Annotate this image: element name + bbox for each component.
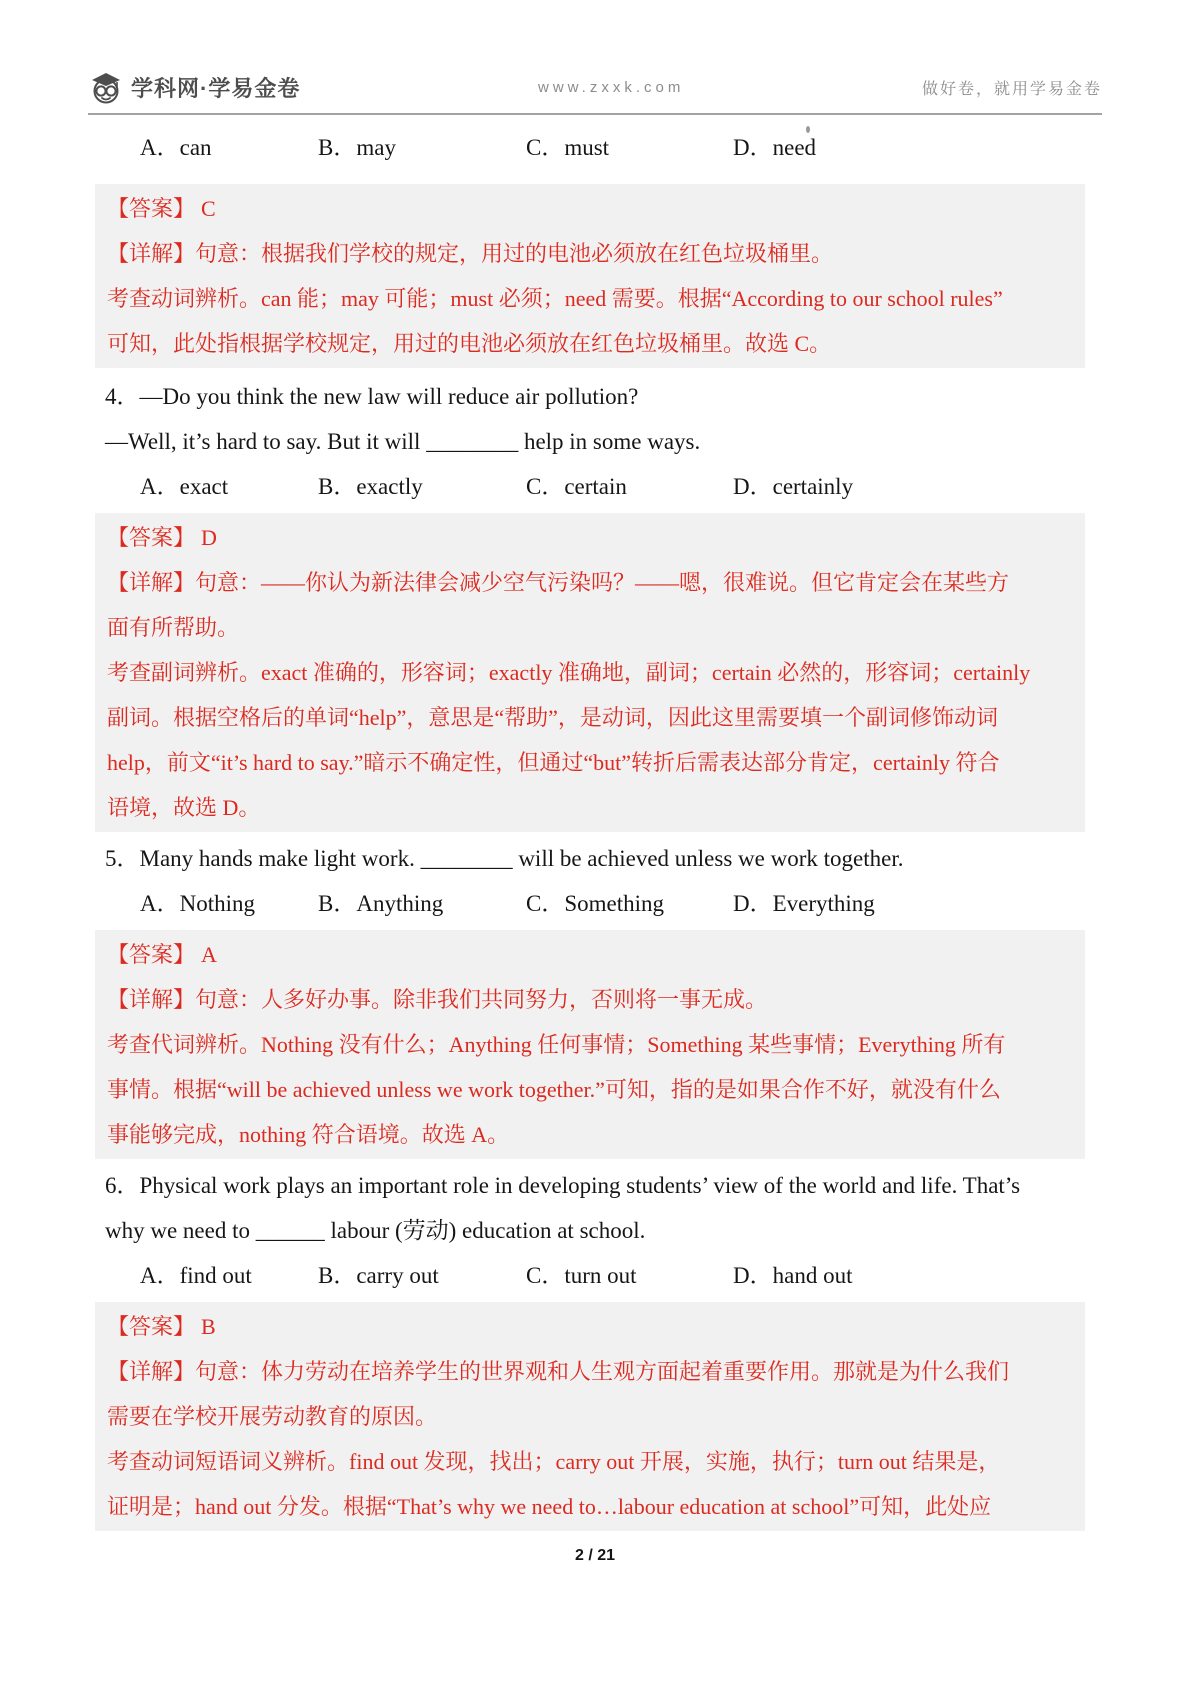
scholar-face-icon <box>88 70 124 104</box>
logo-text: 学科网·学易金卷 <box>131 75 301 101</box>
answer-label: 【答案】 <box>107 942 196 967</box>
q5-explanation-line: 考查代词辨析。Nothing 没有什么；Anything 任何事情；Something 某些事情；Everything 所有 <box>107 1032 1006 1057</box>
q4-question-line: —Well, it’s hard to say. But it will ________ help in some ways. <box>105 429 701 454</box>
q4-option-b: B．exactly <box>318 474 423 499</box>
q3-answer-line <box>107 186 1073 231</box>
q3-explanation-line: 【详解】句意：根据我们学校的规定，用过的电池必须放在红色垃圾桶里。 <box>107 241 834 266</box>
q5-explanation-line: 事能够完成，nothing 符合语境。故选 A。 <box>107 1122 510 1147</box>
answer-label: 【答案】 <box>107 196 196 221</box>
q3-option-d: D．need <box>733 135 817 160</box>
q3-option-c: C．must <box>526 135 610 160</box>
page-header <box>88 0 1102 115</box>
site-logo <box>88 70 300 104</box>
q4-question <box>95 374 1085 464</box>
q4-explanation-line: 面有所帮助。 <box>107 615 240 640</box>
q6-option-a: A．find out <box>140 1263 252 1288</box>
site-url: www.zxxk.com <box>537 78 685 96</box>
q5-question-line: 5．Many hands make light work. ________ will be achieved unless we work together. <box>105 846 904 871</box>
q3-explanation-line: 考查动词辨析。can 能；may 可能；must 必须；need 需要。根据“According to our school rules” <box>107 286 1003 311</box>
q4-question-line: 4．—Do you think the new law will reduce air pollution? <box>105 384 639 409</box>
q5-explanation-line: 【详解】句意：人多好办事。除非我们共同努力，否则将一事无成。 <box>107 987 768 1012</box>
q4-answer-value: D <box>201 525 217 550</box>
q6-option-b: B．carry out <box>318 1263 439 1288</box>
q4-explanation-line: 【详解】句意：——你认为新法律会减少空气污染吗？——嗯，很难说。但它肯定会在某些方 <box>107 570 1010 595</box>
q6-answer-value: B <box>201 1314 216 1339</box>
q3-options-row <box>95 125 1085 170</box>
q5-option-a: A．Nothing <box>140 891 255 916</box>
q5-explanation-line: 事情。根据“will be achieved unless we work together.”可知，指的是如果合作不好，就没有什么 <box>107 1077 1001 1102</box>
q5-answer-block <box>95 930 1085 1159</box>
answer-label: 【答案】 <box>107 1314 196 1339</box>
stray-mark <box>806 126 810 133</box>
q6-options-row <box>95 1253 1085 1298</box>
q4-explanation-line: 副词。根据空格后的单词“help”，意思是“帮助”，是动词，因此这里需要填一个副词修饰动词 <box>107 705 998 730</box>
page-footer <box>0 1547 1190 1565</box>
page-number: 2 / 21 <box>574 1547 616 1564</box>
q6-answer-line <box>107 1304 1073 1349</box>
q5-option-b: B．Anything <box>318 891 444 916</box>
q5-option-c: C．Something <box>526 891 665 916</box>
q4-answer-block <box>95 513 1085 832</box>
q4-explanation-line: 语境，故选 D。 <box>107 795 261 820</box>
q3-answer-value: C <box>201 196 216 221</box>
q6-option-d: D．hand out <box>733 1263 853 1288</box>
q6-explanation-line: 考查动词短语词义辨析。find out 发现，找出；carry out 开展，实施，执行；turn out 结果是， <box>107 1449 1001 1474</box>
document-body <box>95 125 1085 1531</box>
q3-option-b: B．may <box>318 135 396 160</box>
q4-option-a: A．exact <box>140 474 229 499</box>
q6-explanation-line: 证明是；hand out 分发。根据“That’s why we need to…labour education at school”可知，此处应 <box>107 1494 992 1519</box>
q4-option-d: D．certainly <box>733 474 854 499</box>
q5-options-row <box>95 881 1085 926</box>
q4-explanation-line: 考查副词辨析。exact 准确的，形容词；exactly 准确地，副词；certain 必然的，形容词；certainly <box>107 660 1031 685</box>
q4-answer-line <box>107 515 1073 560</box>
site-slogan: 做好卷，就用学易金卷 <box>921 80 1102 98</box>
q4-option-c: C．certain <box>526 474 627 499</box>
q3-option-a: A．can <box>140 135 212 160</box>
q6-answer-block <box>95 1302 1085 1531</box>
q5-answer-value: A <box>201 942 217 967</box>
q3-answer-block <box>95 184 1085 368</box>
q5-option-d: D．Everything <box>733 891 875 916</box>
q3-explanation-line: 可知，此处指根据学校规定，用过的电池必须放在红色垃圾桶里。故选 C。 <box>107 331 832 356</box>
q4-options-row <box>95 464 1085 509</box>
q6-question <box>95 1163 1085 1253</box>
q6-explanation-line: 【详解】句意：体力劳动在培养学生的世界观和人生观方面起着重要作用。那就是为什么我们 <box>107 1359 1010 1384</box>
q6-explanation-line: 需要在学校开展劳动教育的原因。 <box>107 1404 438 1429</box>
q6-question-line: 6．Physical work plays an important role in developing students’ view of the world and life. That’s <box>105 1173 1021 1198</box>
answer-label: 【答案】 <box>107 525 196 550</box>
q4-explanation-line: help，前文“it’s hard to say.”暗示不确定性，但通过“but”转折后需表达部分肯定，certainly 符合 <box>107 750 1000 775</box>
q6-option-c: C．turn out <box>526 1263 637 1288</box>
q5-question <box>95 836 1085 881</box>
q5-answer-line <box>107 932 1073 977</box>
q6-question-line: why we need to ______ labour (劳动) education at school. <box>105 1218 646 1243</box>
